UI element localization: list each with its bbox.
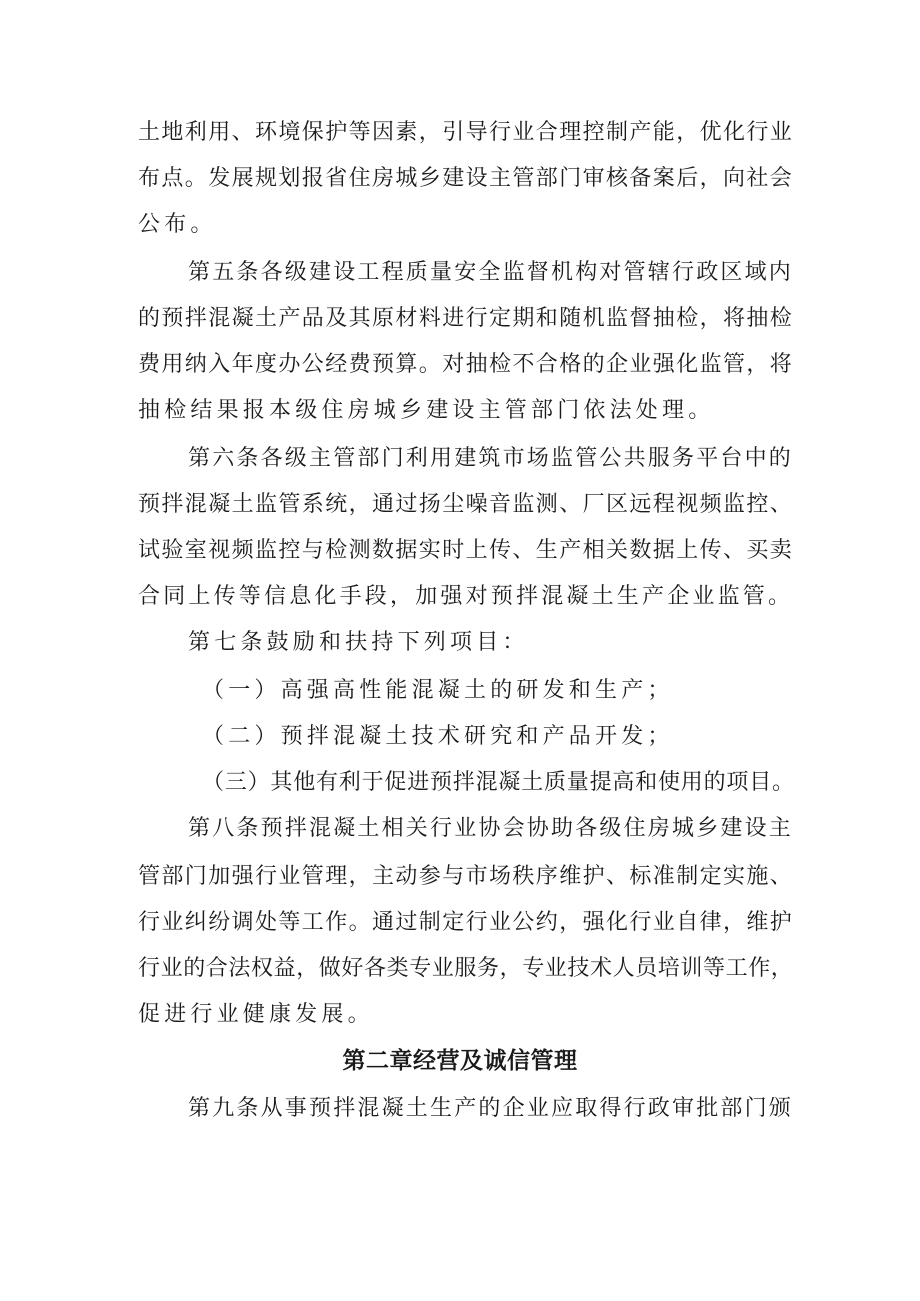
paragraph-line: 费用纳入年度办公经费预算。对抽检不合格的企业强化监管，将 — [138, 352, 794, 377]
list-item: （二）预拌混凝土技术研究和产品开发； — [202, 724, 674, 749]
article-8-first-line: 第八条预拌混凝土相关行业协会协助各级住房城乡建设主 — [188, 816, 794, 841]
paragraph-line: 试验室视频监控与检测数据实时上传、生产相关数据上传、买卖 — [138, 538, 794, 563]
paragraph-line: 促进行业健康发展。 — [138, 1002, 374, 1027]
paragraph-line: 布点。发展规划报省住房城乡建设主管部门审核备案后，向社会 — [138, 166, 794, 191]
article-7-line: 第七条鼓励和扶持下列项目： — [188, 630, 529, 655]
paragraph-line: 公布。 — [138, 212, 217, 237]
paragraph-line: 行业的合法权益，做好各类专业服务，专业技术人员培训等工作， — [138, 956, 794, 981]
list-item: （一）高强高性能混凝土的研发和生产； — [202, 678, 674, 703]
paragraph-line: 行业纠纷调处等工作。通过制定行业公约，强化行业自律，维护 — [138, 910, 794, 935]
article-9-first-line: 第九条从事预拌混凝土生产的企业应取得行政审批部门颁 — [188, 1096, 794, 1121]
paragraph-line: 抽检结果报本级住房城乡建设主管部门依法处理。 — [138, 398, 715, 423]
paragraph-line: 的预拌混凝土产品及其原材料进行定期和随机监督抽检，将抽检 — [138, 306, 794, 331]
chapter-heading: 第二章经营及诚信管理 — [342, 1048, 578, 1074]
list-item: （三）其他有利于促进预拌混凝土质量提高和使用的项目。 — [202, 770, 795, 795]
paragraph-line: 管部门加强行业管理，主动参与市场秩序维护、标准制定实施、 — [138, 864, 794, 889]
article-5-first-line: 第五条各级建设工程质量安全监督机构对管辖行政区域内 — [188, 260, 794, 285]
paragraph-line: 预拌混凝土监管系统，通过扬尘噪音监测、厂区远程视频监控、 — [138, 492, 794, 517]
paragraph-line: 土地利用、环境保护等因素，引导行业合理控制产能，优化行业 — [138, 120, 794, 145]
article-6-first-line: 第六条各级主管部门利用建筑市场监管公共服务平台中的 — [188, 446, 794, 471]
paragraph-line: 合同上传等信息化手段，加强对预拌混凝土生产企业监管。 — [138, 584, 794, 609]
